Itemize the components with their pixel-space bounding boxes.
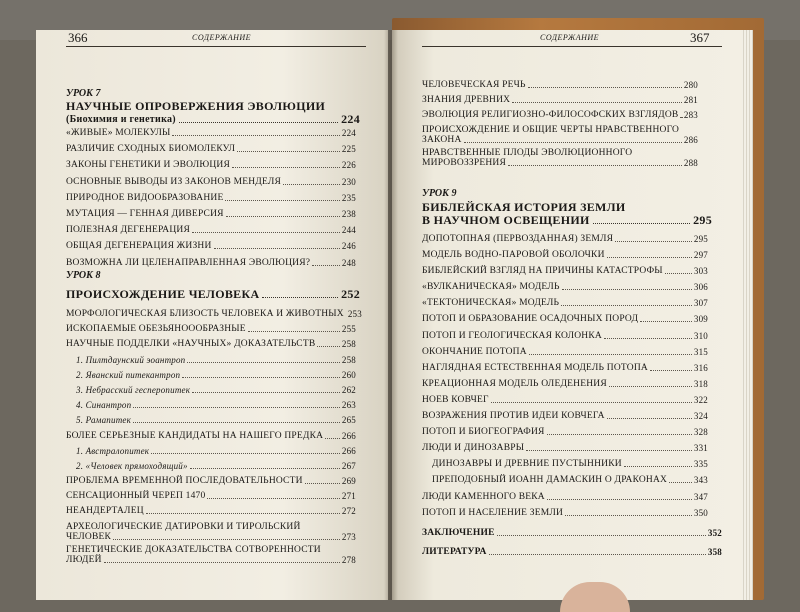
toc-entry-title: 2. «Человек прямоходящий» — [76, 460, 188, 471]
dot-leader — [146, 513, 340, 514]
toc-entry-page: 331 — [693, 443, 708, 454]
dot-leader — [232, 167, 340, 168]
dot-leader — [190, 468, 340, 469]
toc-entry-page: 352 — [707, 528, 722, 538]
toc-entry — [66, 385, 356, 395]
toc-entry-page: 283 — [683, 110, 698, 120]
toc-entry — [66, 258, 356, 268]
toc-entry-title: ПОТОП И ОБРАЗОВАНИЕ ОСАДОЧНЫХ ПОРОД — [422, 314, 639, 325]
toc-entry-page: 303 — [693, 266, 708, 277]
toc-entry-page: 248 — [341, 257, 356, 268]
toc-entry-page: 235 — [341, 192, 356, 203]
toc-entry-page: 260 — [341, 369, 356, 380]
toc-entry-title: ЛЮДИ И ДИНОЗАВРЫ — [422, 443, 525, 454]
dot-leader — [497, 535, 706, 536]
toc-entry-title: ПОЛЕЗНАЯ ДЕГЕНЕРАЦИЯ — [66, 225, 191, 236]
lesson-9-label: УРОК 9 — [422, 188, 457, 199]
dot-leader — [225, 200, 339, 201]
toc-entry — [422, 110, 698, 120]
toc-entry — [66, 339, 356, 349]
toc-entry-title: НАУЧНЫЕ ПОДДЕЛКИ «НАУЧНЫХ» ДОКАЗАТЕЛЬСТВ — [66, 339, 316, 350]
toc-entry-title: ПРЕПОДОБНЫЙ ИОАНН ДАМАСКИН О ДРАКОНАХ — [432, 475, 668, 486]
toc-entry-page: 335 — [693, 459, 708, 470]
lesson-7-subtitle: (Биохимия и генетика) — [66, 114, 176, 125]
toc-entry — [422, 475, 708, 485]
toc-entry — [66, 476, 356, 486]
dot-leader — [489, 554, 706, 555]
toc-entry-title: ПОТОП И БИОГЕОГРАФИЯ — [422, 427, 545, 438]
toc-entry-title: ЧЕЛОВЕЧЕСКАЯ РЕЧЬ — [422, 80, 526, 90]
toc-entry — [422, 395, 708, 405]
toc-entry — [422, 331, 708, 341]
toc-entry-title: 5. Рамапитек — [76, 415, 132, 426]
right-header-rule — [422, 46, 722, 47]
dot-leader — [283, 184, 340, 185]
left-header-rule — [66, 46, 366, 47]
toc-entry — [422, 282, 708, 292]
toc-entry — [66, 309, 362, 319]
toc-entry — [66, 144, 356, 154]
toc-entry-page: 258 — [341, 354, 356, 365]
lesson-9-title-line2-row — [422, 214, 712, 227]
lesson-7-title — [66, 100, 360, 126]
toc-entry-page: 358 — [707, 547, 722, 557]
dot-leader — [214, 248, 340, 249]
toc-entry-page: 224 — [341, 128, 356, 138]
toc-entry — [422, 266, 708, 276]
right-top-entries — [422, 80, 698, 171]
dot-leader — [464, 142, 682, 143]
dot-leader — [182, 377, 340, 378]
toc-entry-title: ДИНОЗАВРЫ И ДРЕВНИЕ ПУСТЫННИКИ — [432, 459, 622, 470]
dot-leader — [187, 362, 340, 363]
right-page-header — [422, 30, 722, 44]
toc-entry-page: 265 — [341, 415, 356, 426]
toc-entry — [422, 427, 708, 437]
toc-entry-page: 253 — [347, 309, 362, 319]
toc-entry-title: ЭВОЛЮЦИЯ РЕЛИГИОЗНО-ФИЛОСОФСКИХ ВЗГЛЯДОВ — [422, 110, 679, 120]
toc-entry — [422, 508, 708, 518]
toc-entry — [422, 547, 722, 557]
toc-entry-page: 246 — [341, 241, 356, 252]
toc-entry-title: ИСКОПАЕМЫЕ ОБЕЗЬЯНОООБРАЗНЫЕ — [66, 324, 246, 335]
toc-entry-title-line1: АРХЕОЛОГИЧЕСКИЕ ДАТИРОВКИ И ТИРОЛЬСКИЙ — [66, 521, 301, 532]
toc-entry-page: 307 — [693, 298, 708, 309]
lesson-9-title — [422, 201, 712, 227]
toc-entry-title: ОКОНЧАНИЕ ПОТОПА — [422, 346, 527, 357]
toc-entry — [422, 148, 698, 168]
toc-entry-title-line2: ЧЕЛОВЕК — [66, 531, 112, 542]
toc-entry-page: 295 — [693, 234, 708, 244]
toc-entry — [422, 250, 708, 260]
toc-entry-page: 230 — [341, 176, 356, 187]
dot-leader — [607, 257, 692, 258]
dot-leader — [650, 370, 692, 371]
lesson-9-page: 295 — [693, 213, 712, 227]
lesson-7-title-line1: НАУЧНЫЕ ОПРОВЕРЖЕНИЯ ЭВОЛЮЦИИ — [66, 99, 326, 113]
toc-entry-title: МУТАЦИЯ — ГЕННАЯ ДИВЕРСИЯ — [66, 208, 224, 219]
toc-entry — [422, 411, 708, 421]
toc-entry-title: НОЕВ КОВЧЕГ — [422, 394, 489, 405]
toc-entry — [422, 298, 708, 308]
book-gutter — [384, 30, 398, 600]
dot-leader — [133, 407, 340, 408]
dot-leader — [172, 135, 339, 136]
dot-leader — [528, 87, 682, 88]
toc-entry — [66, 128, 356, 138]
toc-entry-title: БОЛЕЕ СЕРЬЕЗНЫЕ КАНДИДАТЫ НА НАШЕГО ПРЕДКА — [66, 430, 324, 441]
lesson-8-title-text: ПРОИСХОЖДЕНИЕ ЧЕЛОВЕКА — [66, 287, 260, 301]
toc-entry-title-line2: МИРОВОЗЗРЕНИЯ — [422, 158, 507, 168]
dot-leader — [312, 265, 340, 266]
left-page-number: 366 — [68, 30, 88, 45]
toc-entry — [422, 95, 698, 105]
toc-entry — [422, 347, 708, 357]
toc-entry-page: 309 — [693, 314, 708, 325]
dot-leader — [624, 466, 692, 467]
lesson-7-entries — [66, 128, 356, 274]
toc-entry-title: МОРФОЛОГИЧЕСКАЯ БЛИЗОСТЬ ЧЕЛОВЕКА И ЖИВОТНЫХ — [66, 309, 344, 319]
toc-entry-title: РАЗЛИЧИЕ СХОДНЫХ БИОМОЛЕКУЛ — [66, 144, 236, 155]
toc-entry — [422, 492, 708, 502]
lesson-8-title-row — [66, 288, 360, 301]
toc-entry — [66, 400, 356, 410]
toc-entry-title: ЗАКЛЮЧЕНИЕ — [422, 528, 495, 538]
toc-entry-title: МОДЕЛЬ ВОДНО-ПАРОВОЙ ОБОЛОЧКИ — [422, 250, 605, 261]
toc-entry-page: 315 — [693, 346, 708, 357]
toc-entry-title: ВОЗРАЖЕНИЯ ПРОТИВ ИДЕИ КОВЧЕГА — [422, 411, 605, 422]
dot-leader — [508, 165, 682, 166]
lesson-7-label: УРОК 7 — [66, 88, 101, 99]
dot-leader — [669, 482, 692, 483]
toc-entry — [66, 431, 356, 441]
toc-entry-title: «ТЕКТОНИЧЕСКАЯ» МОДЕЛЬ — [422, 298, 560, 309]
toc-entry — [66, 522, 356, 542]
toc-entry-line2 — [66, 555, 356, 565]
dot-leader — [561, 305, 692, 306]
toc-entry-line2 — [422, 158, 698, 168]
toc-entry — [66, 160, 356, 170]
dot-leader — [604, 338, 692, 339]
toc-entry-page: 316 — [693, 362, 708, 373]
toc-entry-page: 328 — [693, 427, 708, 438]
toc-entry — [66, 415, 356, 425]
toc-entry-page: 244 — [341, 225, 356, 236]
toc-entry-page: 258 — [341, 339, 356, 350]
toc-entry-title: ЛИТЕРАТУРА — [422, 547, 487, 557]
toc-entry-page: 269 — [341, 476, 356, 487]
right-page-number: 367 — [690, 30, 710, 45]
toc-entry-page: 255 — [341, 324, 356, 335]
toc-entry — [66, 324, 356, 334]
toc-entry-title: БИБЛЕЙСКИЙ ВЗГЛЯД НА ПРИЧИНЫ КАТАСТРОФЫ — [422, 266, 663, 277]
dot-leader — [179, 122, 338, 123]
toc-entry — [66, 461, 356, 471]
dot-leader — [565, 515, 692, 516]
toc-entry-page: 318 — [693, 378, 708, 389]
dot-leader — [133, 422, 340, 423]
dot-leader — [607, 418, 692, 419]
toc-entry-page: 297 — [693, 250, 708, 261]
toc-entry-page: 273 — [341, 531, 356, 542]
dot-leader — [104, 562, 340, 563]
lesson-9-title-line1: БИБЛЕЙСКАЯ ИСТОРИЯ ЗЕМЛИ — [422, 200, 626, 214]
dot-leader — [615, 241, 692, 242]
toc-entry-title: ВОЗМОЖНА ЛИ ЦЕЛЕНАПРАВЛЕННАЯ ЭВОЛЮЦИЯ? — [66, 257, 311, 268]
toc-entry-title-line1: НРАВСТВЕННЫЕ ПЛОДЫ ЭВОЛЮЦИОННОГО — [422, 148, 633, 158]
dot-leader — [491, 402, 692, 403]
toc-entry — [422, 80, 698, 90]
dot-leader — [325, 438, 340, 439]
toc-entry — [422, 234, 708, 244]
lesson-7-title-line2 — [66, 113, 360, 126]
dot-leader — [192, 392, 340, 393]
toc-entry — [66, 370, 356, 380]
lesson-9-title-line2: В НАУЧНОМ ОСВЕЩЕНИИ — [422, 213, 590, 227]
toc-entry — [66, 446, 356, 456]
toc-entry-title: 2. Яванский питекантроп — [76, 369, 181, 380]
right-header-title: СОДЕРЖАНИЕ — [540, 33, 600, 42]
toc-entry-title: 4. Синантроп — [76, 400, 132, 411]
dot-leader — [317, 346, 340, 347]
dot-leader — [526, 450, 692, 451]
toc-entry-page: 306 — [693, 282, 708, 293]
dot-leader — [226, 216, 340, 217]
toc-entry — [66, 225, 356, 235]
dot-leader — [680, 117, 681, 118]
left-header-title: СОДЕРЖАНИЕ — [192, 33, 252, 42]
dot-leader — [305, 483, 340, 484]
toc-entry-page: 272 — [341, 506, 356, 517]
toc-entry-title: ЗАКОНЫ ГЕНЕТИКИ И ЭВОЛЮЦИЯ — [66, 160, 230, 171]
toc-entry-page: 262 — [341, 384, 356, 395]
toc-entry-page: 281 — [683, 95, 698, 105]
toc-entry-title: ЗНАНИЯ ДРЕВНИХ — [422, 95, 511, 105]
toc-entry-title: «ЖИВЫЕ» МОЛЕКУЛЫ — [66, 128, 171, 138]
toc-entry-page: 225 — [341, 144, 356, 155]
lesson-7-page: 224 — [341, 112, 360, 126]
toc-entry-title-line1: ГЕНЕТИЧЕСКИЕ ДОКАЗАТЕЛЬСТВА СОТВОРЕННОСТИ — [66, 544, 321, 555]
toc-entry — [422, 459, 708, 469]
toc-entry-page: 347 — [693, 491, 708, 502]
toc-entry — [66, 355, 356, 365]
dot-leader — [248, 331, 340, 332]
dot-leader — [593, 223, 690, 224]
toc-entry — [422, 443, 708, 453]
dot-leader — [207, 498, 339, 499]
dot-leader — [609, 386, 692, 387]
toc-entry-page: 278 — [341, 554, 356, 565]
toc-entry-title: 1. Австралопитек — [76, 445, 150, 456]
toc-entry-line2 — [66, 532, 356, 542]
toc-entry — [66, 241, 356, 251]
lesson-9-entries — [422, 234, 708, 524]
lesson-8-label: УРОК 8 — [66, 270, 101, 281]
toc-entry — [66, 491, 356, 501]
toc-entry-title: 3. Небрасский гесперопитек — [76, 384, 191, 395]
toc-entry — [66, 193, 356, 203]
toc-entry — [66, 209, 356, 219]
dot-leader — [151, 453, 340, 454]
toc-entry-page: 288 — [683, 158, 698, 168]
toc-entry-title: ПРИРОДНОЕ ВИДООБРАЗОВАНИЕ — [66, 192, 224, 203]
toc-entry — [66, 545, 356, 565]
toc-entry-page: 238 — [341, 208, 356, 219]
toc-entry-title: «ВУЛКАНИЧЕСКАЯ» МОДЕЛЬ — [422, 282, 560, 293]
toc-entry-page: 350 — [693, 507, 708, 518]
toc-entry-page: 271 — [341, 491, 356, 502]
toc-entry-title: СЕНСАЦИОННЫЙ ЧЕРЕП 1470 — [66, 491, 206, 502]
dot-leader — [192, 232, 340, 233]
toc-entry-title-line1: ПРОИСХОЖДЕНИЕ И ОБЩИЕ ЧЕРТЫ НРАВСТВЕННОГО — [422, 125, 680, 135]
dot-leader — [113, 539, 340, 540]
dot-leader — [237, 151, 340, 152]
toc-entry-title: ЛЮДИ КАМЕННОГО ВЕКА — [422, 491, 545, 502]
toc-entry-title: ПРОБЛЕМА ВРЕМЕННОЙ ПОСЛЕДОВАТЕЛЬНОСТИ — [66, 476, 303, 487]
toc-entry — [422, 125, 698, 145]
toc-entry-title-line2: ЗАКОНА — [422, 135, 462, 145]
toc-entry-title-line2: ЛЮДЕЙ — [66, 554, 102, 565]
toc-entry — [422, 528, 722, 538]
lesson-8-title — [66, 288, 360, 301]
dot-leader — [529, 354, 692, 355]
toc-entry-line2 — [422, 135, 698, 145]
toc-entry-page: 280 — [683, 80, 698, 90]
toc-entry-title: ПОТОП И ГЕОЛОГИЧЕСКАЯ КОЛОНКА — [422, 330, 602, 341]
toc-entry — [422, 363, 708, 373]
toc-entry-page: 267 — [341, 460, 356, 471]
toc-entry-page: 226 — [341, 160, 356, 171]
toc-entry — [422, 314, 708, 324]
toc-entry-title: КРЕАЦИОННАЯ МОДЕЛЬ ОЛЕДЕНЕНИЯ — [422, 378, 607, 389]
toc-entry-page: 266 — [341, 430, 356, 441]
toc-entry-page: 263 — [341, 400, 356, 411]
dot-leader — [262, 297, 338, 298]
toc-entry-title: ДОПОТОПНАЯ (ПЕРВОЗДАННАЯ) ЗЕМЛЯ — [422, 234, 614, 244]
toc-entry — [66, 177, 356, 187]
lesson-8-page: 252 — [341, 287, 360, 301]
toc-entry-title: ПОТОП И НАСЕЛЕНИЕ ЗЕМЛИ — [422, 507, 564, 518]
toc-entry-page: 324 — [693, 411, 708, 422]
dot-leader — [665, 273, 692, 274]
toc-entry-page: 266 — [341, 445, 356, 456]
right-end-entries — [422, 528, 722, 566]
toc-entry-title: ОБЩАЯ ДЕГЕНЕРАЦИЯ ЖИЗНИ — [66, 241, 212, 252]
dot-leader — [640, 321, 692, 322]
left-page-header — [66, 30, 366, 44]
toc-entry-page: 310 — [693, 330, 708, 341]
toc-entry — [422, 379, 708, 389]
toc-entry — [66, 506, 356, 516]
toc-entry-page: 343 — [693, 475, 708, 486]
toc-entry-page: 322 — [693, 394, 708, 405]
dot-leader — [562, 289, 692, 290]
lesson-8-entries — [66, 309, 362, 568]
toc-entry-title: 1. Пилтдаунский эоантроп — [76, 354, 186, 365]
toc-entry-title: ОСНОВНЫЕ ВЫВОДЫ ИЗ ЗАКОНОВ МЕНДЕЛЯ — [66, 176, 282, 187]
dot-leader — [547, 499, 692, 500]
toc-entry-page: 286 — [683, 135, 698, 145]
toc-entry-title: НЕАНДЕРТАЛЕЦ — [66, 506, 144, 517]
toc-entry-title: НАГЛЯДНАЯ ЕСТЕСТВЕННАЯ МОДЕЛЬ ПОТОПА — [422, 362, 648, 373]
dot-leader — [512, 102, 682, 103]
dot-leader — [547, 434, 692, 435]
